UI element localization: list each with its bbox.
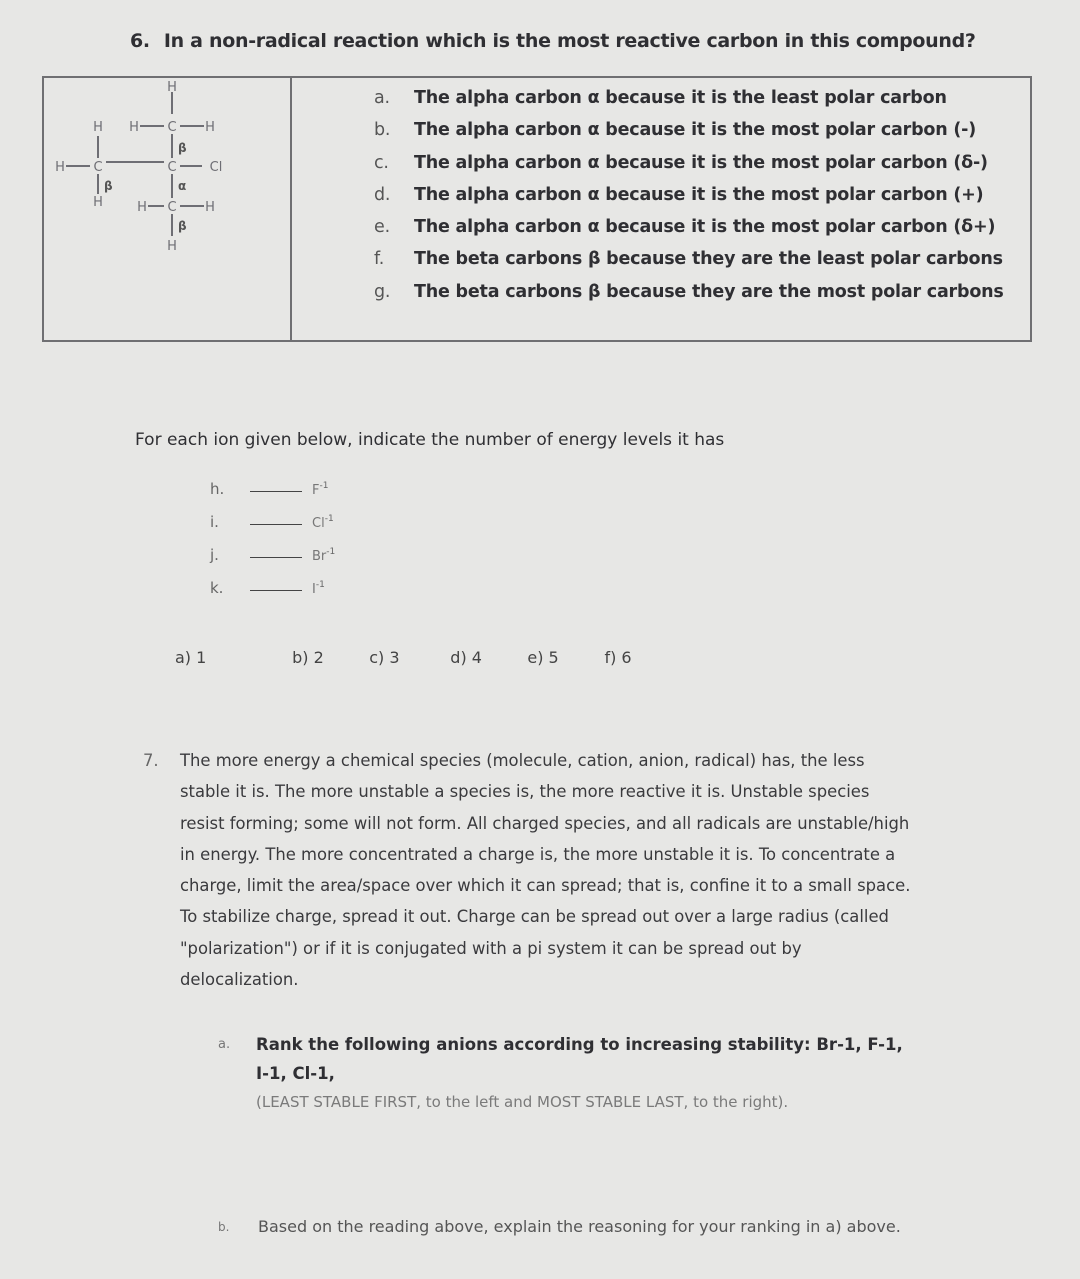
molecule-structure bbox=[44, 78, 288, 340]
ranking-prompt: Rank the following anions according to increasing stability: Br-1, F-1, I-1, Cl-1, bbox=[256, 1035, 903, 1083]
atom-h-top: H bbox=[167, 80, 177, 95]
atom-cl: Cl bbox=[209, 160, 223, 175]
ranking-note: (LEAST STABLE FIRST, to the left and MOST STABLE LAST, to the right). bbox=[256, 1093, 789, 1111]
option-d[interactable]: d. The alpha carbon α because it is the most polar carbon (+) bbox=[374, 184, 984, 205]
answer-blank[interactable] bbox=[250, 590, 302, 591]
atom-h: H bbox=[55, 160, 65, 175]
choice-item: c) 3 bbox=[369, 648, 400, 667]
question-6-table bbox=[42, 76, 1032, 342]
atom-c-top: C bbox=[167, 120, 177, 135]
question-6 bbox=[130, 30, 976, 52]
ion-item: i. $Cl^{-1}$ bbox=[210, 513, 334, 531]
energy-level-choices bbox=[175, 648, 632, 667]
ion-list bbox=[210, 480, 335, 612]
beta-label: β bbox=[104, 179, 113, 193]
beta-label: β bbox=[178, 219, 187, 233]
option-g[interactable]: g. The beta carbons β because they are the most polar carbons bbox=[374, 281, 1004, 302]
answer-blank[interactable] bbox=[250, 557, 302, 558]
choice-item: b) 2 bbox=[292, 648, 324, 667]
atom-h: H bbox=[93, 195, 103, 210]
atom-h: H bbox=[137, 200, 147, 215]
option-e[interactable]: e. The alpha carbon α because it is the most polar carbon (δ+) bbox=[374, 217, 996, 238]
beta-label: β bbox=[178, 141, 187, 155]
choice-item: f) 6 bbox=[604, 648, 632, 667]
option-c[interactable]: c. The alpha carbon α because it is the most polar carbon (δ-) bbox=[374, 152, 988, 173]
answer-blank[interactable] bbox=[250, 491, 302, 492]
atom-h-bottom: H bbox=[167, 239, 177, 254]
explain-prompt: Based on the reading above, explain the reasoning for your ranking in a) above. bbox=[258, 1217, 901, 1236]
part-letter: b. bbox=[218, 1220, 230, 1234]
question-7a bbox=[218, 1030, 918, 1117]
atom-c-left: C bbox=[93, 160, 103, 175]
question-number: 6. bbox=[130, 30, 150, 52]
ion-item: j. $Br^{-1}$ bbox=[210, 546, 336, 564]
question-7b bbox=[218, 1214, 918, 1240]
choice-item: a) 1 bbox=[175, 648, 207, 667]
ion-item: h. $F^{-1}$ bbox=[210, 480, 329, 498]
question-7 bbox=[143, 745, 913, 995]
alpha-label: α bbox=[178, 179, 187, 193]
ion-item: k. $I^{-1}$ bbox=[210, 579, 325, 597]
choice-item: e) 5 bbox=[527, 648, 559, 667]
option-f[interactable]: f. The beta carbons β because they are the least polar carbons bbox=[374, 249, 1003, 270]
option-b[interactable]: b. The alpha carbon α because it is the most polar carbon (-) bbox=[374, 120, 977, 141]
table-divider bbox=[290, 78, 292, 340]
molecule-diagram bbox=[44, 78, 288, 340]
part-letter: a. bbox=[218, 1037, 231, 1052]
atom-h: H bbox=[129, 120, 139, 135]
option-a[interactable]: a. The alpha carbon α because it is the least polar carbon bbox=[374, 88, 947, 108]
choice-item: d) 4 bbox=[450, 648, 482, 667]
atom-h: H bbox=[205, 200, 215, 215]
question-number: 7. bbox=[143, 751, 159, 770]
energy-levels-intro: For each ion given below, indicate the number of energy levels it has bbox=[135, 430, 725, 450]
reading-passage: The more energy a chemical species (molecule, cation, anion, radical) has, the less stable it is. The more unstable a species is, the more reactive it is. Unstable species resist forming; some will not form. All charged species, and all radicals are unstable/high in energy. The more concentrated a charge is, the more unstable it is. To concentrate a charge, limit the area/space over which it can spread; that is, confine it to a small space. To stabilize charge, spread it out. Charge can be spread out over a large radius (called "polarization") or if it is conjugated with a pi system it can be spread out by delocalization. bbox=[180, 751, 911, 990]
atom-h: H bbox=[93, 120, 103, 135]
atom-c-bottom: C bbox=[167, 200, 177, 215]
answer-blank[interactable] bbox=[250, 524, 302, 525]
atom-h: H bbox=[205, 120, 215, 135]
atom-c-center: C bbox=[167, 160, 177, 175]
question-text: In a non-radical reaction which is the most reactive carbon in this compound? bbox=[163, 30, 976, 52]
answer-options bbox=[374, 88, 1004, 314]
